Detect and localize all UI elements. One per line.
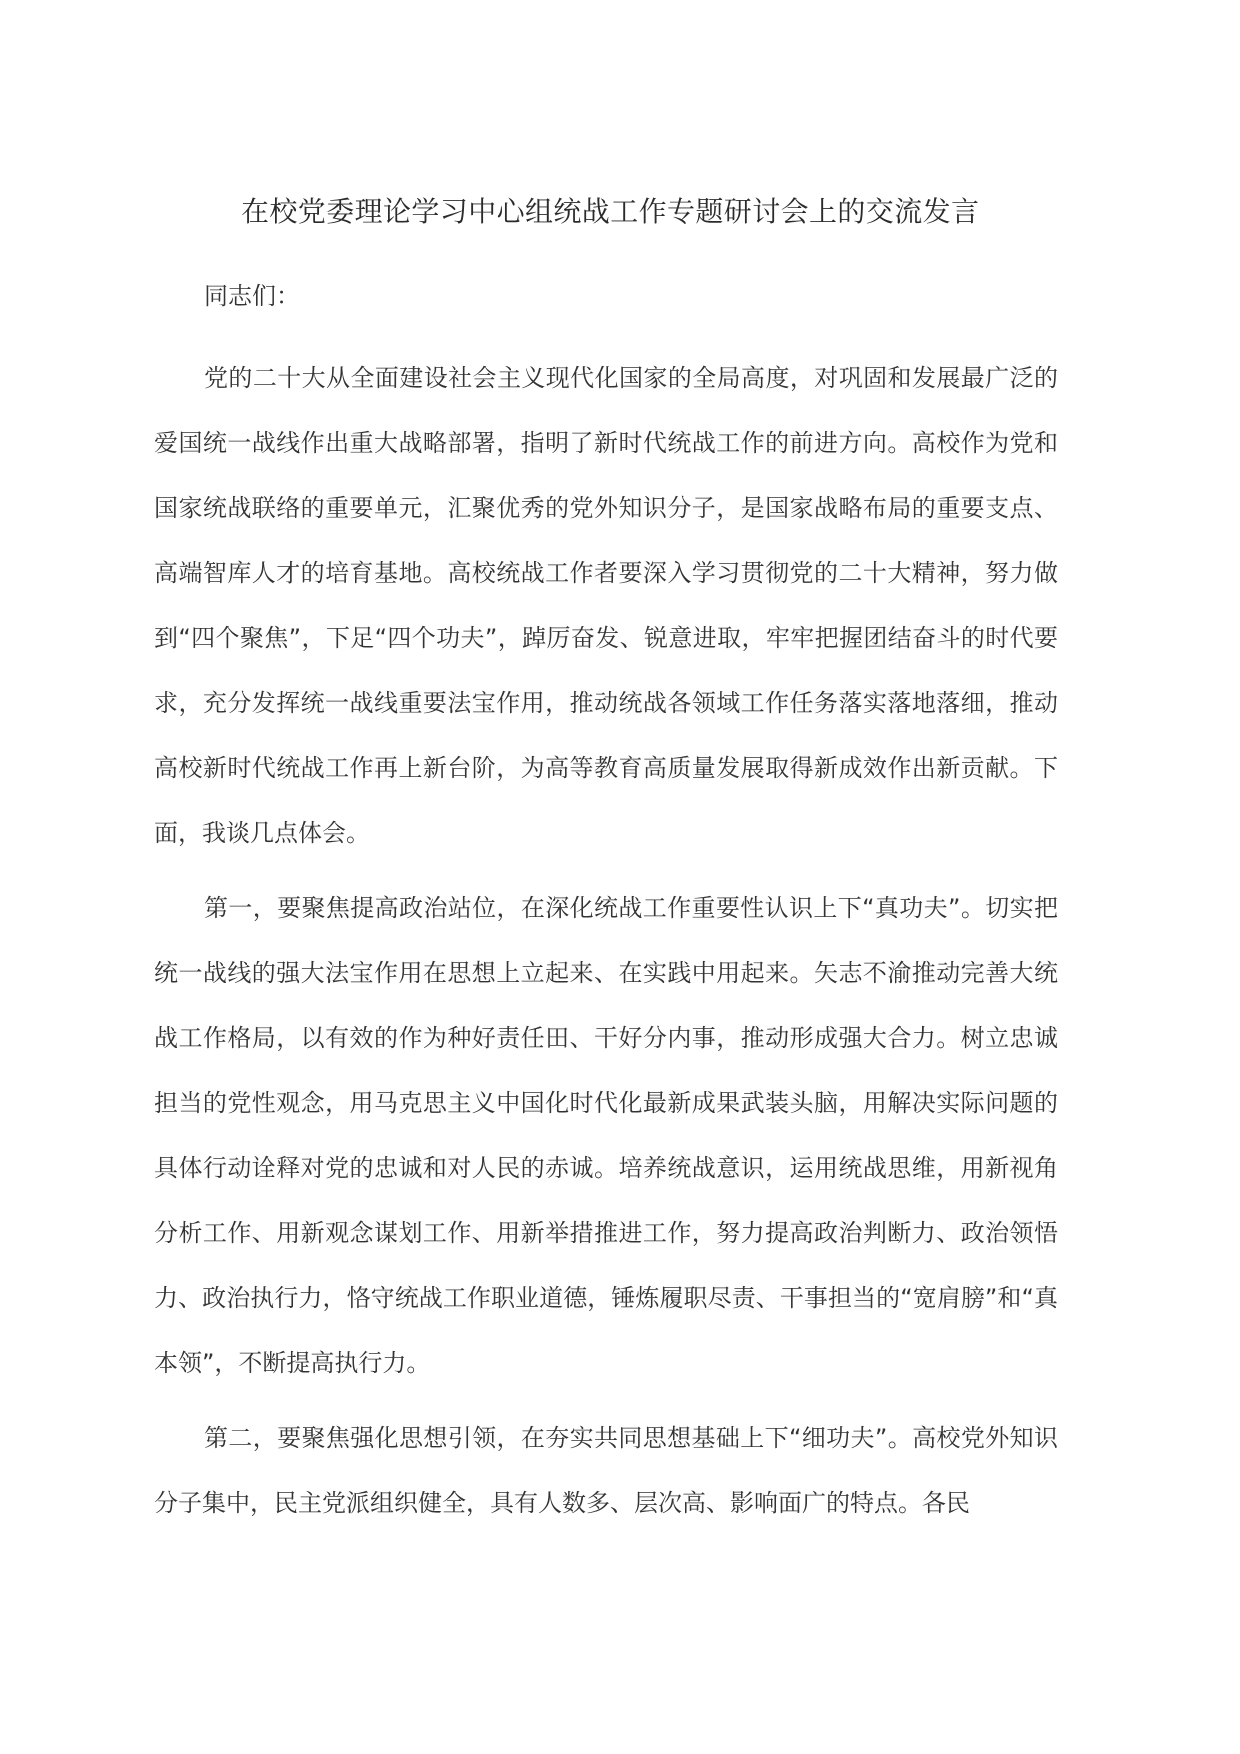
- paragraph-intro: 党的二十大从全面建设社会主义现代化国家的全局高度，对巩固和发展最广泛的爱国统一战线作出重大战略部署，指明了新时代统战工作的前进方向。高校作为党和国家统战联络的重要单元，汇聚优秀的党外知识分子，是国家战略布局的重要支点、高端智库人才的培育基地。高校统战工作者要深入学习贯彻党的二十大精神，努力做到“四个聚焦”，下足“四个功夫”，踔厉奋发、锐意进取，牢牢把握团结奋斗的时代要求，充分发挥统一战线重要法宝作用，推动统战各领域工作任务落实落地落细，推动高校新时代统战工作再上新台阶，为高等教育高质量发展取得新成效作出新贡献。下面，我谈几点体会。: [154, 364, 1058, 847]
- document-title: 在校党委理论学习中心组统战工作专题研讨会上的交流发言: [241, 195, 980, 228]
- paragraph-first-point: 第一，要聚焦提高政治站位，在深化统战工作重要性认识上下“真功夫”。切实把统一战线的强大法宝作用在思想上立起来、在实践中用起来。矢志不渝推动完善大统战工作格局，以有效的作为种好责任田、干好分内事，推动形成强大合力。树立忠诚担当的党性观念，用马克思主义中国化时代化最新成果武装头脑，用解决实际问题的具体行动诠释对党的忠诚和对人民的赤诚。培养统战意识，运用统战思维，用新视角分析工作、用新观念谋划工作、用新举措推进工作，努力提高政治判断力、政治领悟力、政治执行力，恪守统战工作职业道德，锤炼履职尽责、干事担当的“宽肩膀”和“真本领”，不断提高执行力。: [154, 894, 1058, 1377]
- salutation: 同志们：: [204, 282, 300, 310]
- paragraph-second-point: 第二，要聚焦强化思想引领，在夯实共同思想基础上下“细功夫”。高校党外知识分子集中，民主党派组织健全，具有人数多、层次高、影响面广的特点。各民: [154, 1424, 1058, 1517]
